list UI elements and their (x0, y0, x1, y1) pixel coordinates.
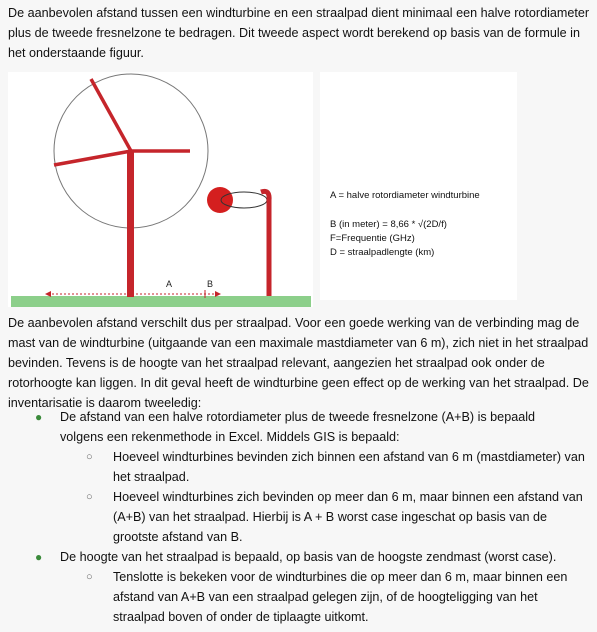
bullet-text: De afstand van een halve rotordiameter plus de tweede fresnelzone (A+B) is bepaald volgens een rekenmethode in Excel. Middels GIS is bepaald: (60, 410, 536, 444)
sub-bullet-item (60, 567, 590, 627)
sub-bullet-item (60, 487, 590, 547)
windturbine-figure (8, 72, 313, 307)
blade-left (54, 151, 131, 165)
bullet-item (0, 547, 580, 627)
sub-bullet-item (60, 447, 590, 487)
bullet-list (0, 407, 597, 627)
circle-bullet-icon: ○ (86, 491, 93, 503)
ground-strip (11, 296, 311, 307)
legend-d: D = straalpadlengte (km) (330, 247, 435, 258)
body-paragraph: De aanbevolen afstand verschilt dus per straalpad. Voor een goede werking van de verbinding mag de mast van de windturbine (uitgaande van een maximale mastdiameter van 6 m), zich niet in het straalpad bevinden. Tevens is de hoogte van het straalpad relevant, aangezien het straalpad ook onder de rotorhoogte kan liggen. In dit geval heeft de windturbine geen effect op de werking van het straalpad. De inventarisatie is daarom tweeledig: (8, 316, 589, 410)
bullet-text: De hoogte van het straalpad is bepaald, op basis van de hoogste zendmast (worst case). (60, 550, 557, 564)
circle-bullet-icon: ○ (86, 571, 93, 583)
bullet-dot-icon: ● (35, 550, 43, 564)
blade-upper (91, 79, 131, 151)
intro-paragraph: De aanbevolen afstand tussen een windturbine en een straalpad dient minimaal een halve rotordiameter plus de tweede fresnelzone te bedragen. Dit tweede aspect wordt berekend op basis van de formule in het onderstaande figuur. (8, 6, 590, 60)
bullet-dot-icon: ● (35, 410, 43, 424)
turbine-tower (127, 151, 134, 297)
receiver-mast (261, 191, 269, 296)
sub-list (60, 447, 585, 547)
sub-bullet-text: Hoeveel windturbines bevinden zich binnen een afstand van 6 m (mastdiameter) van het straalpad. (113, 450, 585, 484)
legend-f: F=Frequentie (GHz) (330, 233, 415, 244)
sub-bullet-text: Hoeveel windturbines zich bevinden op meer dan 6 m, maar binnen een afstand van (A+B) van het straalpad. Hierbij is A + B worst case ingeschat op basis van de grootste afstand van B. (113, 490, 583, 544)
legend-a: A = halve rotordiameter windturbine (330, 190, 480, 201)
dish-circle (207, 187, 233, 213)
windturbine-diagram (8, 72, 313, 307)
legend-b: B (in meter) = 8,66 * √(2D/f) (330, 219, 447, 230)
sub-list (60, 567, 580, 627)
formula-legend (320, 72, 517, 300)
bullet-item (0, 407, 585, 547)
circle-bullet-icon: ○ (86, 451, 93, 463)
label-a: A (166, 279, 173, 289)
sub-bullet-text: Tenslotte is bekeken voor de windturbines die op meer dan 6 m, maar binnen een afstand van A+B van een straalpad gelegen zijn, of de hoogteligging van het straalpad boven of onder de tiplaagte uitkomt. (113, 570, 568, 624)
label-b: B (207, 279, 214, 289)
